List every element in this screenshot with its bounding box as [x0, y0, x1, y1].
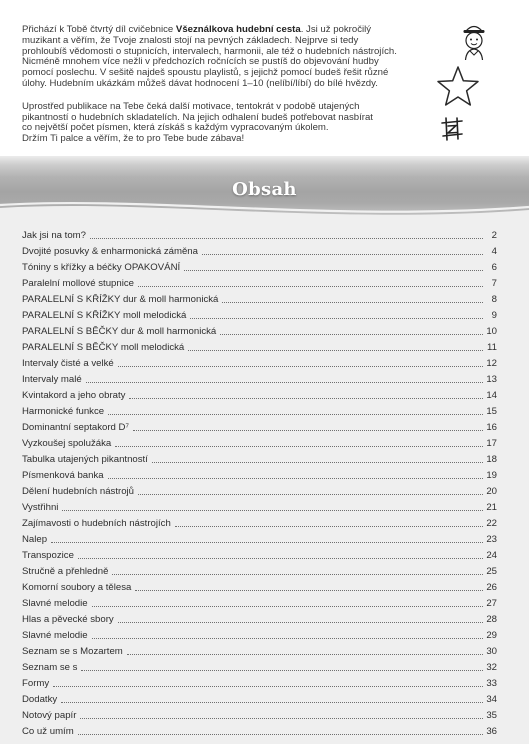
toc-entry-page: 4	[491, 246, 497, 257]
toc-entry-page: 28	[486, 614, 497, 625]
mascot-eye	[470, 39, 472, 41]
toc-entry-label: Komorní soubory a tělesa	[22, 582, 132, 593]
intro-line: pomocí poslechu. V sešitě najdeš spoustu playlistů, s jejichž pomocí budeš řešit různé	[22, 67, 389, 79]
toc-entry-label: PARALELNÍ S BĚČKY dur & moll harmonická	[22, 326, 217, 337]
toc-entry-page: 2	[491, 230, 497, 241]
dot-leader	[222, 302, 483, 303]
intro-line: co největší počet písmen, která získáš s každým vypracovaným úkolem.	[22, 122, 329, 134]
toc-entry-page: 6	[491, 262, 497, 273]
toc-entry-page: 18	[486, 454, 497, 465]
toc-entry-label: PARALELNÍ S KŘÍŽKY dur & moll harmonická	[22, 294, 219, 305]
toc-entry-page: 20	[486, 486, 497, 497]
dot-leader	[90, 238, 483, 239]
toc-entry	[22, 724, 497, 740]
workbook-title: Všeználkova hudební cesta	[175, 24, 301, 35]
dot-leader	[92, 606, 483, 607]
dot-leader	[135, 590, 483, 591]
toc-entry-label: Co už umím	[22, 726, 74, 737]
toc-entry	[22, 564, 497, 580]
toc-entry-label: Formy	[22, 678, 50, 689]
toc-entry	[22, 404, 497, 420]
intro-text-segment: . Jsi už pokročilý	[300, 24, 372, 35]
toc-entry	[22, 436, 497, 452]
toc-entry	[22, 308, 497, 324]
toc-entry	[22, 484, 497, 500]
dot-leader	[202, 254, 483, 255]
toc-entry-label: Stručně a přehledně	[22, 566, 109, 577]
intro-text	[22, 25, 436, 145]
toc-entry	[22, 388, 497, 404]
toc-entry	[22, 260, 497, 276]
toc-entry-page: 24	[486, 550, 497, 561]
toc-entry-label: Jak jsi na tom?	[22, 230, 86, 241]
toc-entry	[22, 596, 497, 612]
toc-entry-label: Dominantní septakord D⁷	[22, 422, 129, 433]
intro-line: muzikant a věřím, že Tvoje znalosti stojí na pevných základech. Nejprve si tedy	[22, 34, 359, 46]
toc-entry-label: Kvintakord a jeho obraty	[22, 390, 126, 401]
toc-entry-page: 36	[486, 726, 497, 737]
toc-entry-label: PARALELNÍ S KŘÍŽKY moll melodická	[22, 310, 187, 321]
toc-entry	[22, 244, 497, 260]
toc-entry	[22, 516, 497, 532]
toc-entry-page: 17	[486, 438, 497, 449]
toc-entry-page: 11	[487, 342, 497, 353]
toc-entry	[22, 340, 497, 356]
toc-entry-page: 33	[486, 678, 497, 689]
toc-entry	[22, 356, 497, 372]
toc-entry-page: 8	[491, 294, 497, 305]
dot-leader	[118, 622, 483, 623]
toc-entry-label: Hlas a pěvecké sbory	[22, 614, 114, 625]
dot-leader	[80, 718, 483, 719]
toc-entry-page: 23	[486, 534, 497, 545]
toc-entry-page: 9	[491, 310, 497, 321]
dot-leader	[184, 270, 483, 271]
toc-entry	[22, 660, 497, 676]
page-title: Obsah	[232, 179, 297, 200]
toc-entry	[22, 468, 497, 484]
toc-entry-label: Dvojité posuvky & enharmonická záměna	[22, 246, 198, 257]
toc-entry	[22, 372, 497, 388]
toc-entry-page: 21	[486, 502, 497, 513]
toc-entry-page: 10	[486, 326, 497, 337]
toc-entry-label: Tabulka utajených pikantností	[22, 454, 148, 465]
toc-entry-label: Dodatky	[22, 694, 58, 705]
toc-entry-page: 14	[486, 390, 497, 401]
toc-entry	[22, 628, 497, 644]
toc-entry-page: 7	[491, 278, 497, 289]
intro-paragraph-1	[22, 25, 436, 90]
dot-leader	[51, 542, 483, 543]
toc-entry-label: Vystřihni	[22, 502, 59, 513]
dot-leader	[78, 558, 483, 559]
dot-leader	[152, 462, 483, 463]
toc-entry-label: Dělení hudebních nástrojů	[22, 486, 135, 497]
dot-leader	[220, 334, 483, 335]
mascot-eye	[476, 39, 478, 41]
intro-text-segment: Přichází k Tobě čtvrtý díl cvičebnice	[22, 24, 176, 35]
toc-entry-page: 15	[486, 406, 497, 417]
dot-leader	[53, 686, 483, 687]
toc-entry	[22, 644, 497, 660]
toc-entry-label: Písmenková banka	[22, 470, 104, 481]
dot-leader	[108, 414, 483, 415]
toc-entry	[22, 692, 497, 708]
star-drawing	[436, 66, 480, 108]
mascot-drawing	[457, 21, 491, 61]
toc-entry	[22, 452, 497, 468]
toc-entry-label: Seznam se s	[22, 662, 78, 673]
dot-leader	[112, 574, 483, 575]
toc-entry	[22, 548, 497, 564]
toc-entry-label: Slavné melodie	[22, 598, 88, 609]
toc-entry-page: 34	[486, 694, 497, 705]
toc-entry	[22, 324, 497, 340]
toc-entry-page: 29	[486, 630, 497, 641]
toc-entry-label: PARALELNÍ S BĚČKY moll melodická	[22, 342, 185, 353]
star-icon	[436, 66, 480, 108]
toc-entry-label: Paralelní mollové stupnice	[22, 278, 134, 289]
toc-entry	[22, 292, 497, 308]
toc-entry	[22, 708, 497, 724]
toc-entry-page: 27	[486, 598, 497, 609]
toc-entry-label: Vyzkoušej spolužáka	[22, 438, 112, 449]
toc-entry	[22, 420, 497, 436]
toc-entry-page: 32	[486, 662, 497, 673]
star-shape	[438, 67, 478, 105]
toc-entry-label: Intervaly malé	[22, 374, 82, 385]
dot-leader	[138, 494, 483, 495]
toc-entry-label: Harmonické funkce	[22, 406, 105, 417]
dot-leader	[92, 638, 483, 639]
toc-entry-page: 22	[486, 518, 497, 529]
toc-entry	[22, 228, 497, 244]
dot-leader	[188, 350, 483, 351]
dot-leader	[78, 734, 483, 735]
mascot-head	[466, 33, 482, 49]
toc-entry-label: Tóniny s křížky a béčky OPAKOVÁNÍ	[22, 262, 181, 273]
dot-leader	[86, 382, 483, 383]
toc-entry-page: 19	[486, 470, 497, 481]
toc-entry-label: Zajímavosti o hudebních nástrojích	[22, 518, 171, 529]
dot-leader	[61, 702, 483, 703]
toc-entry-label: Transpozice	[22, 550, 74, 561]
dot-leader	[190, 318, 483, 319]
toc-entry-label: Notový papír	[22, 710, 77, 721]
toc-entry-page: 25	[486, 566, 497, 577]
toc-entry-page: 35	[486, 710, 497, 721]
toc-entry-label: Seznam se s Mozartem	[22, 646, 123, 657]
table-of-contents	[0, 218, 529, 744]
toc-entry	[22, 500, 497, 516]
toc-entry	[22, 276, 497, 292]
dot-leader	[115, 446, 483, 447]
dot-leader	[138, 286, 483, 287]
dot-leader	[62, 510, 483, 511]
intro-line: Uprostřed publikace na Tebe čeká další motivace, tentokrát v podobě utajených	[22, 100, 360, 112]
contents-banner	[0, 156, 529, 218]
toc-entry-label: Intervaly čisté a velké	[22, 358, 114, 369]
dot-leader	[175, 526, 483, 527]
toc-entry-page: 12	[486, 358, 497, 369]
dot-leader	[129, 398, 483, 399]
intro-line: úlohy. Hudebním ukázkám můžeš dávat hodnocení 1–10 (nelíbí/líbí) do bílé hvězdy.	[22, 77, 378, 89]
intro-line: Držím Ti palce a věřím, že to pro Tebe bude zábava!	[22, 133, 245, 145]
dot-leader	[118, 366, 483, 367]
intro-paragraph-2	[22, 102, 436, 145]
toc-entry-label: Slavné melodie	[22, 630, 88, 641]
intro-line: prohloubíš vědomosti o stupnicích, intervalech, harmonii, ale též o hudebních nástrojích.	[22, 45, 397, 57]
toc-entry-page: 26	[486, 582, 497, 593]
dot-leader	[108, 478, 483, 479]
grid-drawing	[440, 117, 464, 141]
dot-leader	[133, 430, 483, 431]
intro-line: pikantností o hudebních skladatelích. Na jejich odhalení budeš potřebovat nasbírat	[22, 111, 373, 123]
toc-entry-label: Nalep	[22, 534, 48, 545]
mascot-icon	[457, 21, 491, 61]
toc-entry-page: 16	[486, 422, 497, 433]
dot-leader	[81, 670, 483, 671]
toc-entry-page: 30	[486, 646, 497, 657]
toc-entry-page: 13	[486, 374, 497, 385]
intro-line: Nicméně mnohem více nežli v předchozích ročnících se pustíš do objevování hudby	[22, 56, 379, 68]
dot-leader	[127, 654, 483, 655]
toc-entry	[22, 676, 497, 692]
toc-entry	[22, 612, 497, 628]
toc-entry	[22, 580, 497, 596]
toc-entry	[22, 532, 497, 548]
grid-lines	[442, 118, 462, 140]
grid-icon	[440, 117, 464, 141]
